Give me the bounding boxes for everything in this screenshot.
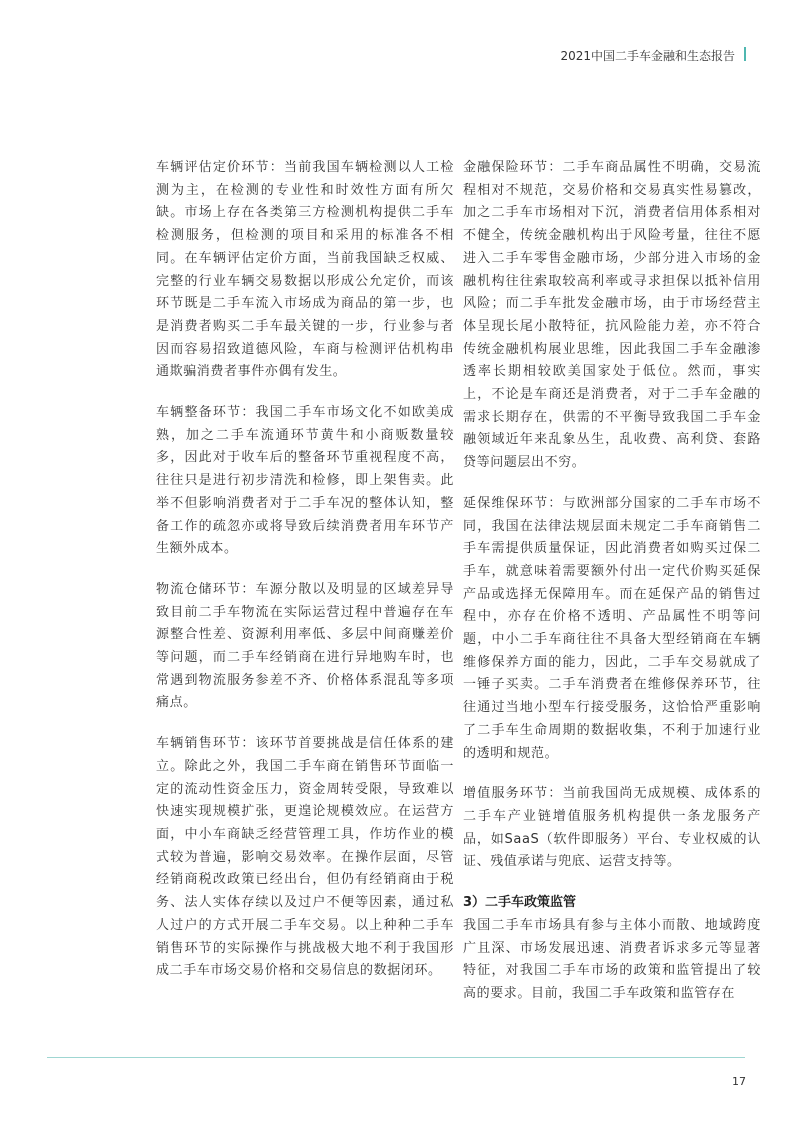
page-number: 17 [732, 1075, 746, 1088]
paragraph-finance-insurance: 金融保险环节：二手车商品属性不明确，交易流程相对不规范，交易价格和交易真实性易篡改，加之二手车市场相对下沉，消费者信用体系相对不健全，传统金融机构出于风险考量，往往不愿进入二手车零售金融市场，少部分进入市场的金融机构往往索取较高利率或寻求担保以抵补信用风险；而二手车批发金融市场，由于市场经营主体呈现长尾小散特征，抗风险能力差，亦不符合传统金融机构展业思维，因此我国二手车金融渗透率长期相较欧美国家处于低位。然而，事实上，不论是车商还是消费者，对于二手车金融的需求长期存在，供需的不平衡导致我国二手车金融领域近年来乱象丛生，乱收费、高利贷、套路贷等问题层出不穷。 [463, 160, 761, 471]
paragraph-vehicle-sales: 车辆销售环节：该环节首要挑战是信任体系的建立。除此之外，我国二手车商在销售环节面临一定的流动性资金压力，资金周转受限，导致难以快速实现规模扩张，更遑论规模效应。在运营方面，中小车商缺乏经营管理工具，作坊作业的模式较为普遍，影响交易效率。在操作层面，尽管经销商税改政策已经出台，但仍有经销商由于税务、法人实体存续以及过户不便等因素，通过私人过户的方式开展二手车交易。以上种种二手车销售环节的实际操作与挑战极大地不利于我国形成二手车市场交易价格和交易信息的数据闭环。 [156, 736, 454, 979]
paragraph-value-added-services: 增值服务环节：当前我国尚无成规模、成体系的二手车产业链增值服务机构提供一条龙服务产品，如SaaS（软件即服务）平台、专业权威的认证、残值承诺与兜底、运营支持等。 [463, 786, 761, 870]
section-heading-policy-regulation: 3）二手车政策监管 [463, 895, 577, 911]
report-title: 2021中国二手车金融和生态报告 [560, 49, 735, 63]
paragraph-extended-warranty: 延保维保环节：与欧洲部分国家的二手车市场不同，我国在法律法规层面未规定二手车商销售二手车需提供质量保证，因此消费者如购买过保二手车，就意味着需要额外付出一定代价购买延保产品或选择无保障用车。而在延保产品的销售过程中，亦存在价格不透明、产品属性不明等问题，中小二手车商往往不具备大型经销商在车辆维修保养方面的能力，因此，二手车交易就成了一锤子买卖。二手车消费者在维修保养环节，往往通过当地小型车行接受服务，这恰恰严重影响了二手车生命周期的数据收集，不利于加速行业的透明和规范。 [463, 495, 761, 761]
right-column [463, 157, 761, 1024]
paragraph-vehicle-evaluation: 车辆评估定价环节：当前我国车辆检测以人工检测为主，在检测的专业性和时效性方面有所欠缺。市场上存在各类第三方检测机构提供二手车检测服务，但检测的项目和采用的标准各不相同。在车辆评估定价方面，当前我国缺乏权威、完整的行业车辆交易数据以形成公允定价，而该环节既是二手车流入市场成为商品的第一步，也是消费者购买二手车最关键的一步，行业参与者因而容易招致道德风险，车商与检测评估机构串通欺骗消费者事件亦偶有发生。 [156, 160, 454, 380]
paragraph-policy-regulation: 我国二手车市场具有参与主体小而散、地域跨度广且深、市场发展迅速、消费者诉求多元等显著特征，对我国二手车市场的政策和监管提出了较高的要求。目前，我国二手车政策和监管存在 [463, 917, 761, 1001]
header-accent-bar [744, 47, 746, 61]
left-column [156, 157, 454, 1001]
paragraph-vehicle-reconditioning: 车辆整备环节：我国二手车市场文化不如欧美成熟，加之二手车流通环节黄牛和小商贩数量较多，因此对于收车后的整备环节重视程度不高，往往只是进行初步清洗和检修，即上架售卖。此举不但影响消费者对于二手车况的整体认知，整备工作的疏忽亦或将导致后续消费者用车环节产生额外成本。 [156, 405, 454, 557]
paragraph-logistics-storage: 物流仓储环节：车源分散以及明显的区域差异导致目前二手车物流在实际运营过程中普遍存在车源整合性差、资源利用率低、多层中间商赚差价等问题，而二手车经销商在进行异地购车时，也常遇到物流服务参差不齐、价格体系混乱等多项痛点。 [156, 581, 454, 711]
footer-divider [47, 1057, 745, 1058]
